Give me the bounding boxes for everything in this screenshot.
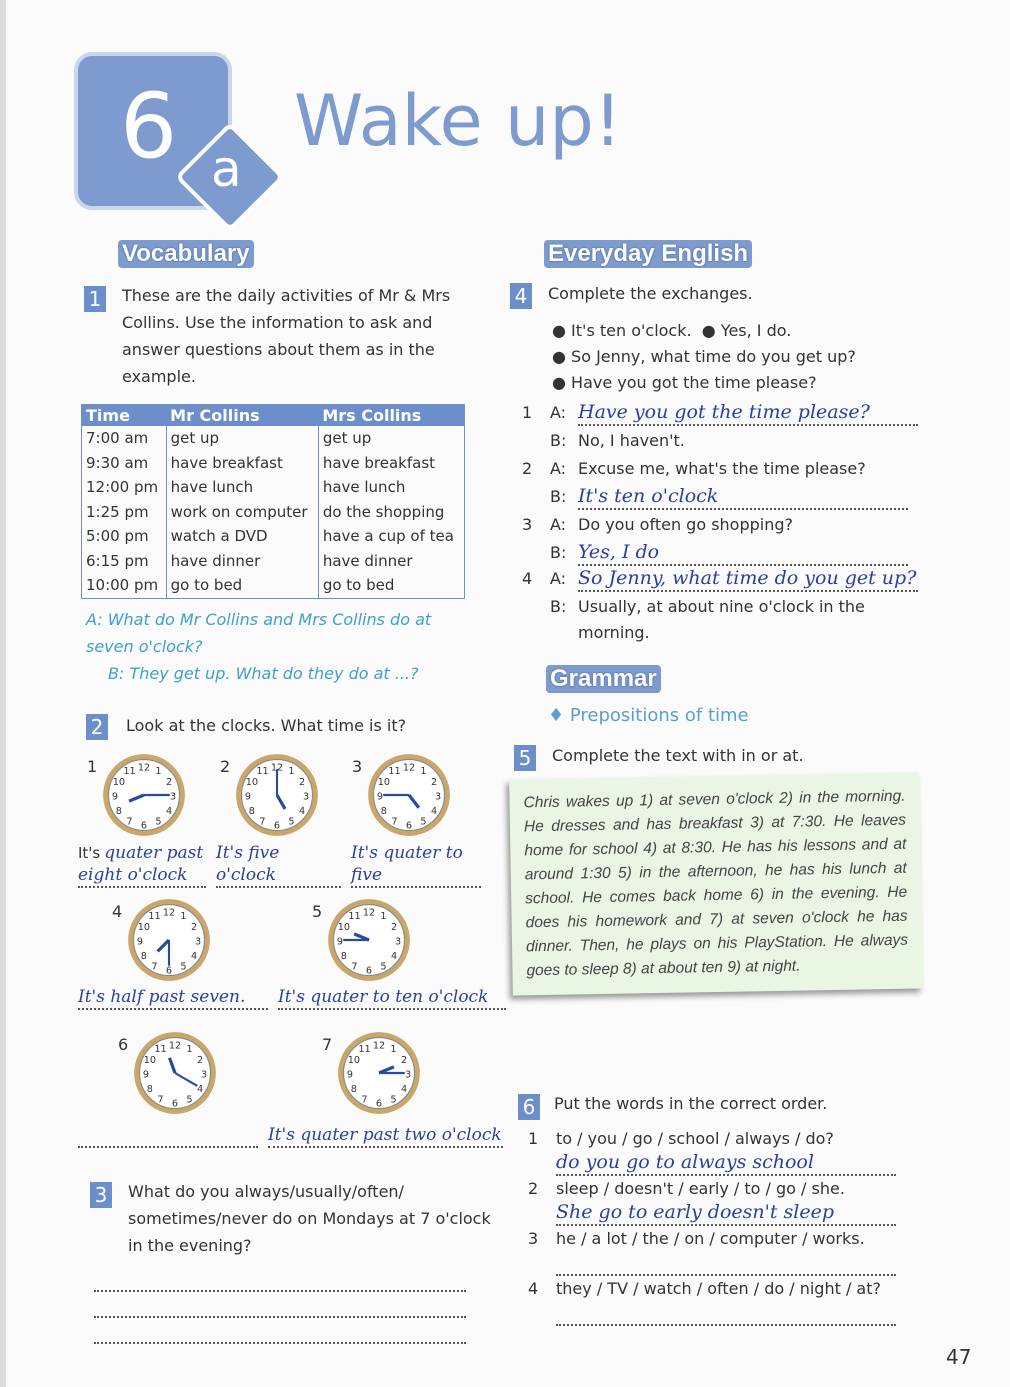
svg-text:7: 7 [391, 816, 398, 828]
exercise-number: 4 [510, 283, 532, 309]
svg-text:9: 9 [336, 936, 344, 948]
svg-text:12: 12 [362, 907, 376, 919]
exercise-5-instruction: Complete the text with in or at. [552, 746, 804, 765]
svg-text:6: 6 [365, 965, 373, 977]
exercise-number: 3 [90, 1182, 112, 1208]
answer-line[interactable]: She go to early doesn't sleep [556, 1200, 896, 1226]
answer-line[interactable] [94, 1322, 466, 1344]
speaker-a: A: [550, 403, 567, 422]
svg-text:10: 10 [347, 1054, 361, 1066]
line-b[interactable]: Yes, I do [578, 540, 908, 566]
svg-text:11: 11 [358, 1044, 371, 1056]
line-b[interactable]: It's ten o'clock [578, 484, 908, 510]
page-number: 47 [946, 1345, 972, 1369]
svg-text:8: 8 [115, 805, 122, 817]
clock-answer[interactable] [78, 842, 206, 888]
exercise-number: 5 [514, 745, 536, 771]
clock-icon [126, 897, 212, 987]
scrambled-words: sleep / doesn't / early / to / go / she. [556, 1179, 845, 1198]
svg-text:10: 10 [337, 921, 351, 933]
svg-text:6: 6 [405, 820, 413, 832]
svg-text:10: 10 [137, 921, 151, 933]
bullet: ● It's ten o'clock. ● Yes, I do. [552, 321, 792, 340]
svg-text:6: 6 [165, 965, 173, 977]
svg-text:7: 7 [351, 961, 358, 973]
table-cell: have dinner [318, 549, 464, 574]
clock-answer[interactable] [78, 986, 268, 1010]
svg-text:7: 7 [259, 816, 266, 828]
column-header: Mrs Collins [318, 405, 464, 427]
svg-text:8: 8 [380, 805, 387, 817]
svg-text:6: 6 [140, 820, 148, 832]
svg-text:9: 9 [244, 791, 252, 803]
clock-label: 7 [322, 1035, 333, 1054]
table-cell: go to bed [166, 573, 318, 598]
svg-text:5: 5 [380, 961, 387, 973]
handwritten-answer: It's five o'clock [216, 843, 280, 885]
vocabulary-heading: Vocabulary [118, 240, 254, 268]
svg-text:4: 4 [401, 1083, 408, 1095]
table-cell: have breakfast [318, 451, 464, 476]
svg-text:10: 10 [377, 776, 391, 788]
exercise-number: 6 [518, 1094, 540, 1120]
table-cell: have breakfast [166, 451, 318, 476]
table-cell: have lunch [318, 475, 464, 500]
svg-text:6: 6 [171, 1098, 179, 1110]
svg-text:3: 3 [394, 936, 402, 948]
column-header: Time [82, 405, 167, 427]
line-a[interactable]: Have you got the time please? [578, 400, 918, 426]
svg-text:12: 12 [372, 1040, 386, 1052]
speaker-b: B: [550, 487, 567, 506]
item-number: 2 [528, 1179, 539, 1198]
table-cell: go to bed [318, 573, 464, 598]
line-a[interactable]: So Jenny, what time do you get up? [578, 566, 918, 592]
svg-text:12: 12 [137, 762, 151, 774]
svg-text:3: 3 [200, 1069, 208, 1081]
scrambled-words: to / you / go / school / always / do? [556, 1129, 834, 1148]
svg-text:4: 4 [391, 950, 398, 962]
svg-text:1: 1 [390, 1044, 397, 1056]
svg-text:9: 9 [142, 1069, 150, 1081]
svg-text:9: 9 [136, 936, 144, 948]
table-row [82, 451, 465, 476]
schedule-table [81, 404, 465, 599]
svg-text:11: 11 [123, 766, 136, 778]
exercise-4-instruction: Complete the exchanges. [548, 284, 753, 303]
svg-text:1: 1 [420, 766, 427, 778]
exercise-6-instruction: Put the words in the correct order. [554, 1094, 828, 1113]
svg-text:4: 4 [299, 805, 306, 817]
table-cell: 5:00 pm [82, 524, 167, 549]
answer-line[interactable] [94, 1270, 466, 1292]
clock-icon [101, 752, 187, 842]
svg-text:3: 3 [404, 1069, 412, 1081]
clock-label: 1 [87, 757, 98, 776]
svg-text:12: 12 [270, 762, 284, 774]
speaker-b: B: [550, 597, 567, 616]
clock-answer[interactable] [278, 986, 506, 1010]
table-row [82, 426, 465, 451]
svg-text:1: 1 [288, 766, 295, 778]
svg-text:8: 8 [248, 805, 255, 817]
table-row [82, 500, 465, 525]
exercise-1-instruction: These are the daily activities of Mr & Mrs Collins. Use the information to ask and answer questions about them as in the example. [122, 286, 451, 386]
svg-text:9: 9 [376, 791, 384, 803]
note-card [509, 772, 923, 995]
svg-text:5: 5 [390, 1094, 397, 1106]
dialogue-number: 4 [522, 569, 533, 588]
exercise-2-instruction: Look at the clocks. What time is it? [126, 716, 407, 735]
svg-text:1: 1 [186, 1044, 193, 1056]
clock-label: 5 [312, 902, 323, 921]
example-b: B: They get up. What do they do at ...? [108, 664, 419, 683]
line-b: No, I haven't. [578, 431, 685, 450]
unit-number: 6 [120, 74, 178, 179]
svg-text:8: 8 [350, 1083, 357, 1095]
svg-text:5: 5 [180, 961, 187, 973]
speaker-b: B: [550, 431, 567, 450]
table-row [82, 524, 465, 549]
svg-text:4: 4 [197, 1083, 204, 1095]
scrambled-words: he / a lot / the / on / computer / works. [556, 1229, 865, 1248]
dialogue-number: 2 [522, 459, 533, 478]
table-cell: 12:00 pm [82, 475, 167, 500]
speaker-b: B: [550, 543, 567, 562]
svg-text:2: 2 [299, 776, 306, 788]
svg-text:8: 8 [140, 950, 147, 962]
svg-text:11: 11 [148, 911, 161, 923]
speaker-a: A: [550, 459, 567, 478]
line-b: Usually, at about nine o'clock in the morning. [578, 597, 865, 642]
svg-text:2: 2 [191, 921, 198, 933]
handwritten-answer: It's quater past two o'clock [268, 1125, 502, 1145]
item-number: 3 [528, 1229, 539, 1248]
svg-text:9: 9 [346, 1069, 354, 1081]
table-cell: get up [166, 426, 318, 451]
dialogue-number: 3 [522, 515, 533, 534]
item-number: 1 [528, 1129, 539, 1148]
handwritten-answer: It's quater to five [351, 843, 463, 885]
clock-icon [234, 752, 320, 842]
svg-text:2: 2 [166, 776, 173, 788]
svg-text:6: 6 [273, 820, 281, 832]
svg-text:7: 7 [361, 1094, 368, 1106]
speaker-a: A: [550, 569, 567, 588]
svg-text:4: 4 [191, 950, 198, 962]
svg-text:3: 3 [434, 791, 442, 803]
clock-answer[interactable] [78, 1124, 258, 1148]
svg-text:11: 11 [348, 911, 361, 923]
answer-line[interactable]: do you go to always school [556, 1150, 896, 1176]
column-header: Mr Collins [166, 405, 318, 427]
clock-answer[interactable] [216, 842, 341, 888]
clock-label: 6 [118, 1035, 129, 1054]
svg-text:11: 11 [256, 766, 269, 778]
unit-letter: a [211, 140, 242, 198]
svg-text:8: 8 [340, 950, 347, 962]
svg-text:11: 11 [388, 766, 401, 778]
svg-text:4: 4 [431, 805, 438, 817]
svg-text:2: 2 [431, 776, 438, 788]
scrambled-words: they / TV / watch / often / do / night / at? [556, 1279, 881, 1298]
table-cell: 10:00 pm [82, 573, 167, 598]
item-number: 4 [528, 1279, 539, 1298]
table-cell: 9:30 am [82, 451, 167, 476]
exercise-number: 2 [86, 714, 108, 740]
table-cell: 1:25 pm [82, 500, 167, 525]
svg-text:10: 10 [143, 1054, 157, 1066]
table-row [82, 549, 465, 574]
table-cell: 7:00 am [82, 426, 167, 451]
clock-label: 3 [352, 757, 363, 776]
svg-text:5: 5 [288, 816, 295, 828]
table-cell: have lunch [166, 475, 318, 500]
table-cell: work on computer [166, 500, 318, 525]
svg-text:6: 6 [375, 1098, 383, 1110]
table-cell: do the shopping [318, 500, 464, 525]
speaker-a: A: [550, 515, 567, 534]
svg-text:2: 2 [197, 1054, 204, 1066]
table-cell: watch a DVD [166, 524, 318, 549]
svg-text:12: 12 [162, 907, 176, 919]
svg-text:7: 7 [157, 1094, 164, 1106]
table-cell: get up [318, 426, 464, 451]
svg-text:8: 8 [146, 1083, 153, 1095]
exercise-3-instruction: What do you always/usually/often/ sometimes/never do on Mondays at 7 o'clock in the evening? [128, 1182, 491, 1255]
svg-text:12: 12 [402, 762, 416, 774]
svg-text:1: 1 [155, 766, 162, 778]
handwritten-answer: It's quater to ten o'clock [278, 987, 489, 1007]
svg-text:2: 2 [401, 1054, 408, 1066]
svg-text:5: 5 [420, 816, 427, 828]
svg-text:3: 3 [169, 791, 177, 803]
table-row [82, 573, 465, 598]
svg-text:10: 10 [245, 776, 259, 788]
chris-text: Chris wakes up 1) at seven o'clock 2) in the morning. He dresses and has breakfast 3) at 7:30. He leaves home for school 4) at 8:30. He has his lessons and at around 1:30 5) in the afternoon, he has his lunch at school. He comes back home 6) in the evening. He does his homework and 7) at seven o'clock he has dinner. Then, he plays on his PlayStation. He always goes to sleep 8) at about ten 9) at night. [523, 787, 909, 980]
clock-icon [366, 752, 452, 842]
svg-text:5: 5 [186, 1094, 193, 1106]
clock-icon [132, 1030, 218, 1120]
line-a: Excuse me, what's the time please? [578, 459, 866, 478]
clock-icon [336, 1030, 422, 1120]
dialogue-number: 1 [522, 403, 533, 422]
exercise-number: 1 [84, 286, 106, 312]
svg-text:7: 7 [126, 816, 133, 828]
everyday-english-heading: Everyday English [544, 240, 752, 268]
bullets [552, 318, 932, 396]
svg-text:7: 7 [151, 961, 158, 973]
svg-text:5: 5 [155, 816, 162, 828]
svg-text:11: 11 [154, 1044, 167, 1056]
svg-text:9: 9 [111, 791, 119, 803]
clock-answer[interactable] [268, 1124, 503, 1148]
svg-text:3: 3 [302, 791, 310, 803]
table-cell: 6:15 pm [82, 549, 167, 574]
answer-line[interactable] [94, 1296, 466, 1318]
answer-line[interactable] [556, 1300, 896, 1326]
line-a: Do you often go shopping? [578, 515, 794, 534]
clock-icon [326, 897, 412, 987]
svg-text:10: 10 [112, 776, 126, 788]
answer-line[interactable] [556, 1250, 896, 1276]
grammar-heading: Grammar [546, 665, 661, 693]
clock-label: 4 [112, 902, 123, 921]
handwritten-answer: quater past eight o'clock [78, 843, 204, 885]
bullet: ● Have you got the time please? [552, 373, 817, 392]
table-cell: have a cup of tea [318, 524, 464, 549]
table-row [82, 475, 465, 500]
svg-text:12: 12 [168, 1040, 182, 1052]
its-prefix: It's [78, 844, 101, 862]
handwritten-answer: It's half past seven. [78, 987, 246, 1007]
svg-text:1: 1 [180, 911, 187, 923]
example-a: A: What do Mr Collins and Mrs Collins do at seven o'clock? [86, 610, 432, 656]
svg-text:3: 3 [194, 936, 202, 948]
page-title: Wake up! [294, 80, 622, 162]
clock-label: 2 [220, 757, 231, 776]
svg-text:2: 2 [391, 921, 398, 933]
svg-text:4: 4 [166, 805, 173, 817]
clock-answer[interactable] [351, 842, 481, 888]
bullet: ● So Jenny, what time do you get up? [552, 347, 856, 366]
prepositions-subheading: ♦ Prepositions of time [548, 705, 749, 726]
table-cell: have dinner [166, 549, 318, 574]
svg-text:1: 1 [380, 911, 387, 923]
